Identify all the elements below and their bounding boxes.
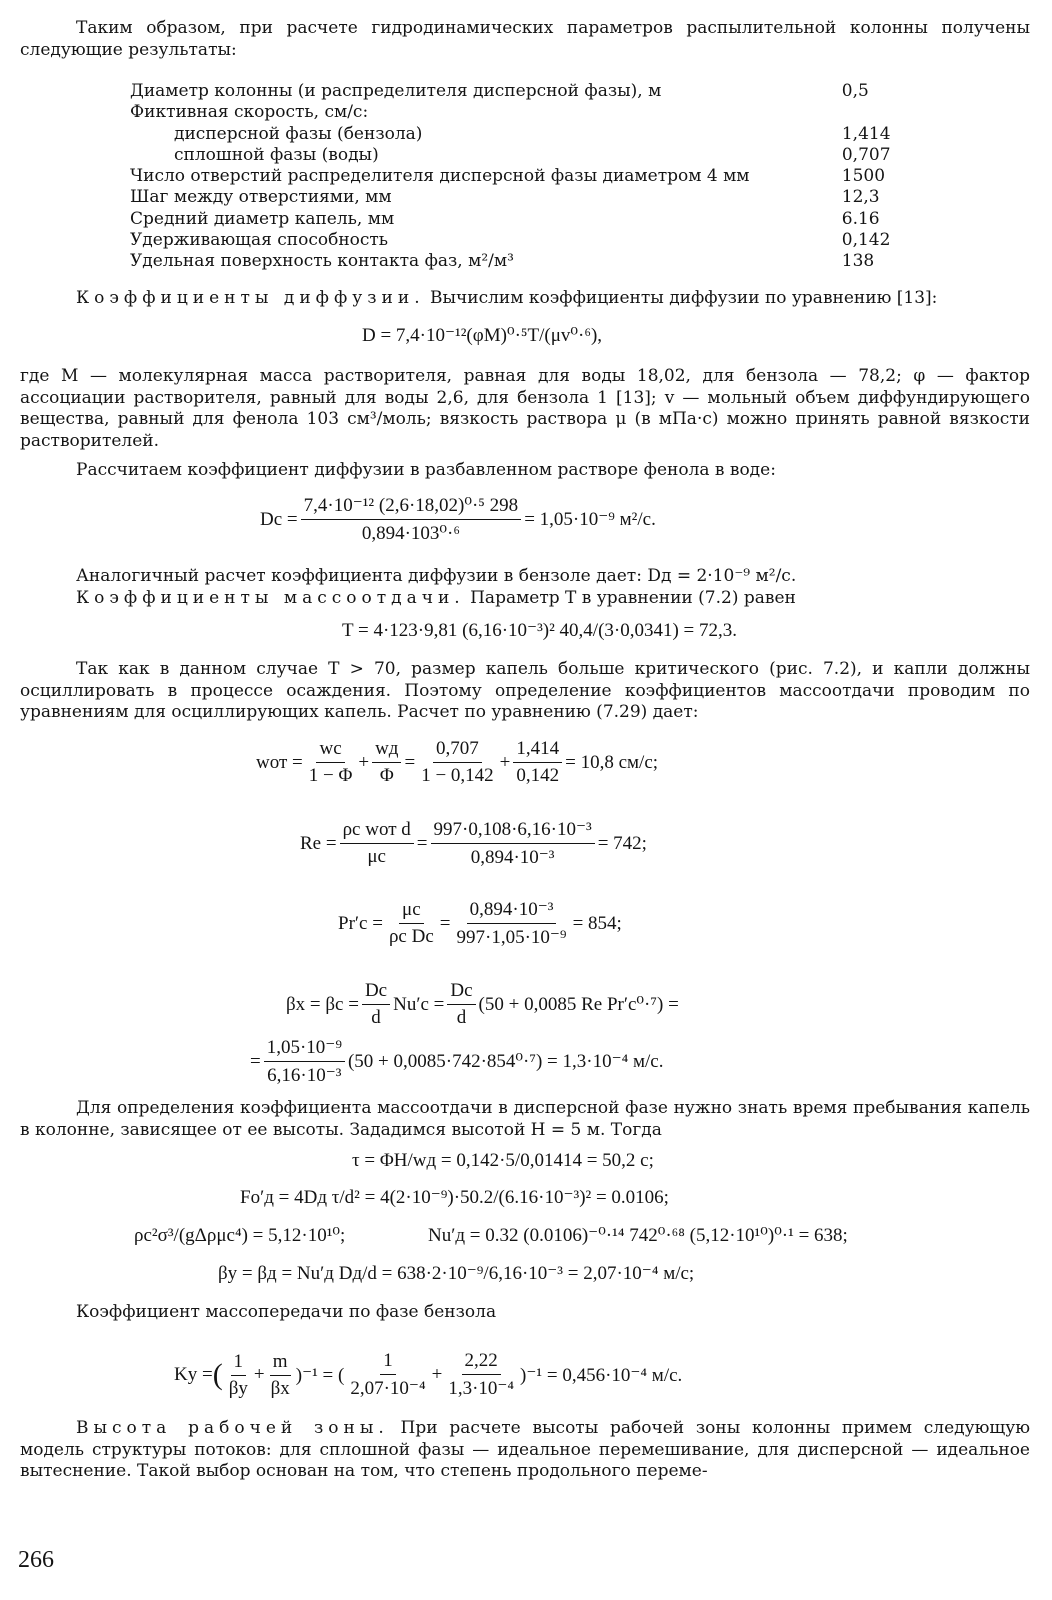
parameter-row bbox=[130, 187, 930, 208]
pr-rhs: = 854; bbox=[572, 912, 622, 934]
beta-y-formula: βy = βд = Nu′д Dд/d = 638·2·10⁻⁹/6,16·10⁻³ = 2,07·10⁻⁴ м/с; bbox=[218, 1263, 695, 1284]
mass-transfer-heading-line bbox=[20, 588, 1030, 610]
parameter-name: сплошной фазы (воды) bbox=[174, 144, 379, 165]
parameter-value: 138 bbox=[841, 251, 875, 272]
t-formula: T = 4·123·9,81 (6,16·10⁻³)² 40,4/(3·0,0341) = 72,3. bbox=[342, 620, 738, 641]
w-fraction-2: wд Φ bbox=[372, 738, 401, 787]
parameter-name: Удерживающая способность bbox=[130, 230, 389, 251]
diffusion-formula: D = 7,4·10⁻¹²(φM)⁰·⁵T/(μv⁰·⁶), bbox=[362, 325, 603, 346]
tau-formula: τ = ΦH/wд = 0,142·5/0,01414 = 50,2 с; bbox=[352, 1150, 654, 1171]
page-number: 266 bbox=[18, 1547, 54, 1573]
pr-fraction-2: $\frac{\text{0,894·10⁻³}}{\text{997·1,05·10⁻⁹}}$ bbox=[456, 899, 567, 948]
parameter-name: дисперсной фазы (бензола) bbox=[174, 123, 423, 144]
ky-rhs: )⁻¹ = 0,456·10⁻⁴ м/с. bbox=[520, 1364, 683, 1386]
ky-lhs: Ky = bbox=[174, 1364, 213, 1385]
parameter-name: Число отверстий распределителя дисперсной фазы диаметром 4 мм bbox=[130, 166, 750, 187]
parameter-value: 1500 bbox=[841, 166, 886, 187]
diffusion-heading: Коэффициенты диффузии. bbox=[76, 288, 425, 308]
parameter-row bbox=[130, 230, 930, 251]
dc-lhs: Dc = bbox=[260, 508, 298, 530]
dc-equation bbox=[260, 494, 656, 545]
parameter-row bbox=[130, 209, 930, 230]
parameter-name: Шаг между отверстиями, мм bbox=[130, 187, 392, 208]
beta-x-equation bbox=[286, 980, 679, 1029]
parameter-row bbox=[130, 124, 930, 145]
working-zone-text: При расчете высоты рабочей зоны колонны примем следующую модель структуры потоков: для сплошной фазы — идеальное перемешивание, для дисперсной — идеальное вытеснение. Такой выбор основан на том, что степень продольного переме- bbox=[20, 1418, 1031, 1481]
benzene-diffusion-line: Аналогичный расчет коэффициента диффузии в бензоле дает: Dд = 2·10⁻⁹ м²/с. bbox=[76, 566, 797, 586]
beta-x-result-fraction: $\frac{\text{1,05·10⁻⁹}}{\text{6,16·10⁻³}}$ bbox=[264, 1036, 345, 1087]
parameters-list bbox=[130, 81, 930, 273]
parameter-value: 12,3 bbox=[841, 187, 880, 208]
parameter-row bbox=[130, 102, 930, 123]
pr-equation: Pr′c = $\frac{\mu c}{\text{ρc Dc}}$ = $\frac{\text{0,894·10⁻³}}{\text{997·1,05·10⁻⁹}}$ = 854; bbox=[338, 899, 622, 948]
parameter-row bbox=[130, 145, 930, 166]
overall-coefficient-line: Коэффициент массопередачи по фазе бензола bbox=[76, 1302, 497, 1322]
parameter-value: 0,5 bbox=[841, 81, 869, 101]
ky-mid: )⁻¹ = ( bbox=[295, 1364, 345, 1386]
oscillation-paragraph: Так как в данном случае T > 70, размер капель больше критического (рис. 7.2), и капли должны осциллировать в процессе осаждения. Поэтому определение коэффициентов массоотдачи проводим по уравнениям для осциллирующих капель. Расчет по уравнению (7.29) дает: bbox=[20, 659, 1030, 722]
ky-fraction-3: 1 2,07·10⁻⁴ bbox=[350, 1350, 426, 1399]
diffusion-text: Вычислим коэффициенты диффузии по уравнению [13]: bbox=[430, 288, 938, 308]
beta-x-fraction-1: $\frac{Dc}{d}$ bbox=[362, 980, 390, 1029]
beta-x-fraction-2: $\frac{Dc}{d}$ bbox=[447, 980, 475, 1029]
parameter-value: 1,414 bbox=[841, 123, 891, 144]
parameter-name: Фиктивная скорость, см/с: bbox=[130, 102, 369, 123]
re-rhs: = 742; bbox=[597, 832, 647, 854]
parameter-name: Удельная поверхность контакта фаз, м²/м³ bbox=[130, 251, 514, 272]
diffusion-heading-line bbox=[20, 288, 1030, 310]
re-fraction-1: ρc wот d μc bbox=[340, 819, 414, 868]
pr-fraction-1: $\frac{\mu c}{\text{ρc Dc}}$ bbox=[388, 899, 434, 947]
dc-rhs: = 1,05·10⁻⁹ м²/с. bbox=[524, 509, 656, 530]
mass-transfer-text: Параметр T в уравнении (7.2) равен bbox=[470, 588, 796, 608]
working-zone-paragraph bbox=[20, 1418, 1030, 1483]
ky-fraction-2: $\frac{m}{\beta x}$ bbox=[270, 1350, 290, 1399]
parameter-row bbox=[130, 251, 930, 272]
beta-x-result-rhs: (50 + 0,0085·742·854⁰·⁷) = 1,3·10⁻⁴ м/с. bbox=[347, 1051, 664, 1072]
parameter-name: Диаметр колонны (и распределителя дисперсной фазы), м bbox=[130, 81, 662, 101]
ky-fraction-4: $\frac{2,22}{\text{1,3·10⁻⁴}}$ bbox=[448, 1350, 515, 1399]
beta-x-result-equation: = $\frac{\text{1,05·10⁻⁹}}{\text{6,16·10⁻³}}$ (50 + 0,0085·742·854⁰·⁷) = 1,3·10⁻⁴ м/с. bbox=[250, 1037, 664, 1086]
w-rhs: = 10,8 см/с; bbox=[565, 751, 659, 773]
dispersed-phase-paragraph: Для определения коэффициента массоотдачи в дисперсной фазе нужно знать время пребывания капель в колонне, зависящее от ее высоты. Зададимся высотой H = 5 м. Тогда bbox=[20, 1098, 1030, 1140]
pr-lhs: Pr′c = bbox=[338, 912, 383, 934]
beta-x-lhs: βx = βc = bbox=[286, 993, 359, 1015]
dc-denominator: 0,894·103⁰·⁶ bbox=[361, 523, 460, 544]
w-fraction-1: $\frac{wc}{1 - \Phi}$ bbox=[308, 738, 353, 786]
mass-transfer-heading: Коэффициенты массоотдачи. bbox=[76, 588, 465, 608]
working-zone-heading: Высота рабочей зоны. bbox=[76, 1418, 389, 1438]
beta-x-rhs: (50 + 0,0085 Re Pr′c⁰·⁷) = bbox=[478, 994, 679, 1015]
density-formula: ρc²σ³/(gΔρμc⁴) = 5,12·10¹⁰; bbox=[134, 1225, 346, 1246]
w-fraction-4: $\frac{1,414}{0,142}$ bbox=[513, 738, 562, 787]
ky-equation: Ky = ( 1 βy + $\frac{m}{\beta x}$ )⁻¹ = ( 1 2,07·10⁻⁴ + $\frac{2,22}{\text{1,3·10⁻⁴}}$ )⁻¹ = 0,456·10⁻⁴ м/с. bbox=[174, 1350, 683, 1399]
parameter-value bbox=[842, 102, 930, 123]
re-equation: Re = ρc wот d μc = $\frac{\text{997·0,108·6,16·10⁻³}}{\text{0,894·10⁻³}}$ = 742; bbox=[300, 819, 647, 868]
parameter-name: Средний диаметр капель, мм bbox=[130, 208, 395, 229]
parameter-value: 0,142 bbox=[841, 230, 891, 251]
intro-paragraph: Таким образом, при расчете гидродинамических параметров распылительной колонны получены следующие результаты: bbox=[20, 18, 1030, 60]
w-equation: wот = $\frac{wc}{1 - \Phi}$ + wд Φ = $\frac{0,707}{1 - 0,142}$ + $\frac{1,414}{0,142}$ = 10,8 см/с; bbox=[256, 738, 659, 786]
beta-x-mid: Nu′c = bbox=[393, 993, 445, 1015]
dc-numerator: 7,4·10⁻¹² (2,6·18,02)⁰·⁵ 298 bbox=[301, 494, 522, 520]
parameter-row bbox=[130, 166, 930, 187]
calc-intro: Рассчитаем коэффициент диффузии в разбавленном растворе фенола в воде: bbox=[76, 460, 776, 480]
parameter-value: 0,707 bbox=[841, 144, 891, 165]
w-fraction-3: $\frac{0,707}{1 - 0,142}$ bbox=[421, 738, 494, 786]
dc-fraction bbox=[301, 494, 522, 545]
re-lhs: Re = bbox=[300, 832, 337, 854]
nusselt-formula: Nu′д = 0.32 (0.0106)⁻⁰·¹⁴ 742⁰·⁶⁸ (5,12·10¹⁰)⁰·¹ = 638; bbox=[428, 1225, 848, 1246]
re-fraction-2: $\frac{\text{997·0,108·6,16·10⁻³}}{\text{0,894·10⁻³}}$ bbox=[431, 818, 595, 869]
where-paragraph: где M — молекулярная масса растворителя, равная для воды 18,02, для бензола — 78,2; φ — фактор ассоциации растворителя, равный для воды 2,6, для бензола 1 [13]; v — мольный объем диффундирующего вещества, равный для фенола 103 см³/моль; вязкость раствора μ (в мПа·с) можно принять равной вязкости растворителей. Рассчитаем коэффициент диффузии в разбавленном растворе фенола в воде: bbox=[20, 366, 1030, 480]
w-lhs: wот = bbox=[256, 751, 303, 773]
ky-fraction-1: 1 βy bbox=[228, 1350, 248, 1399]
parameter-value: 6.16 bbox=[841, 208, 880, 229]
parameter-row bbox=[130, 81, 930, 102]
fourier-formula: Fo′д = 4Dд τ/d² = 4(2·10⁻⁹)·50.2/(6.16·10⁻³)² = 0.0106; bbox=[240, 1187, 669, 1208]
